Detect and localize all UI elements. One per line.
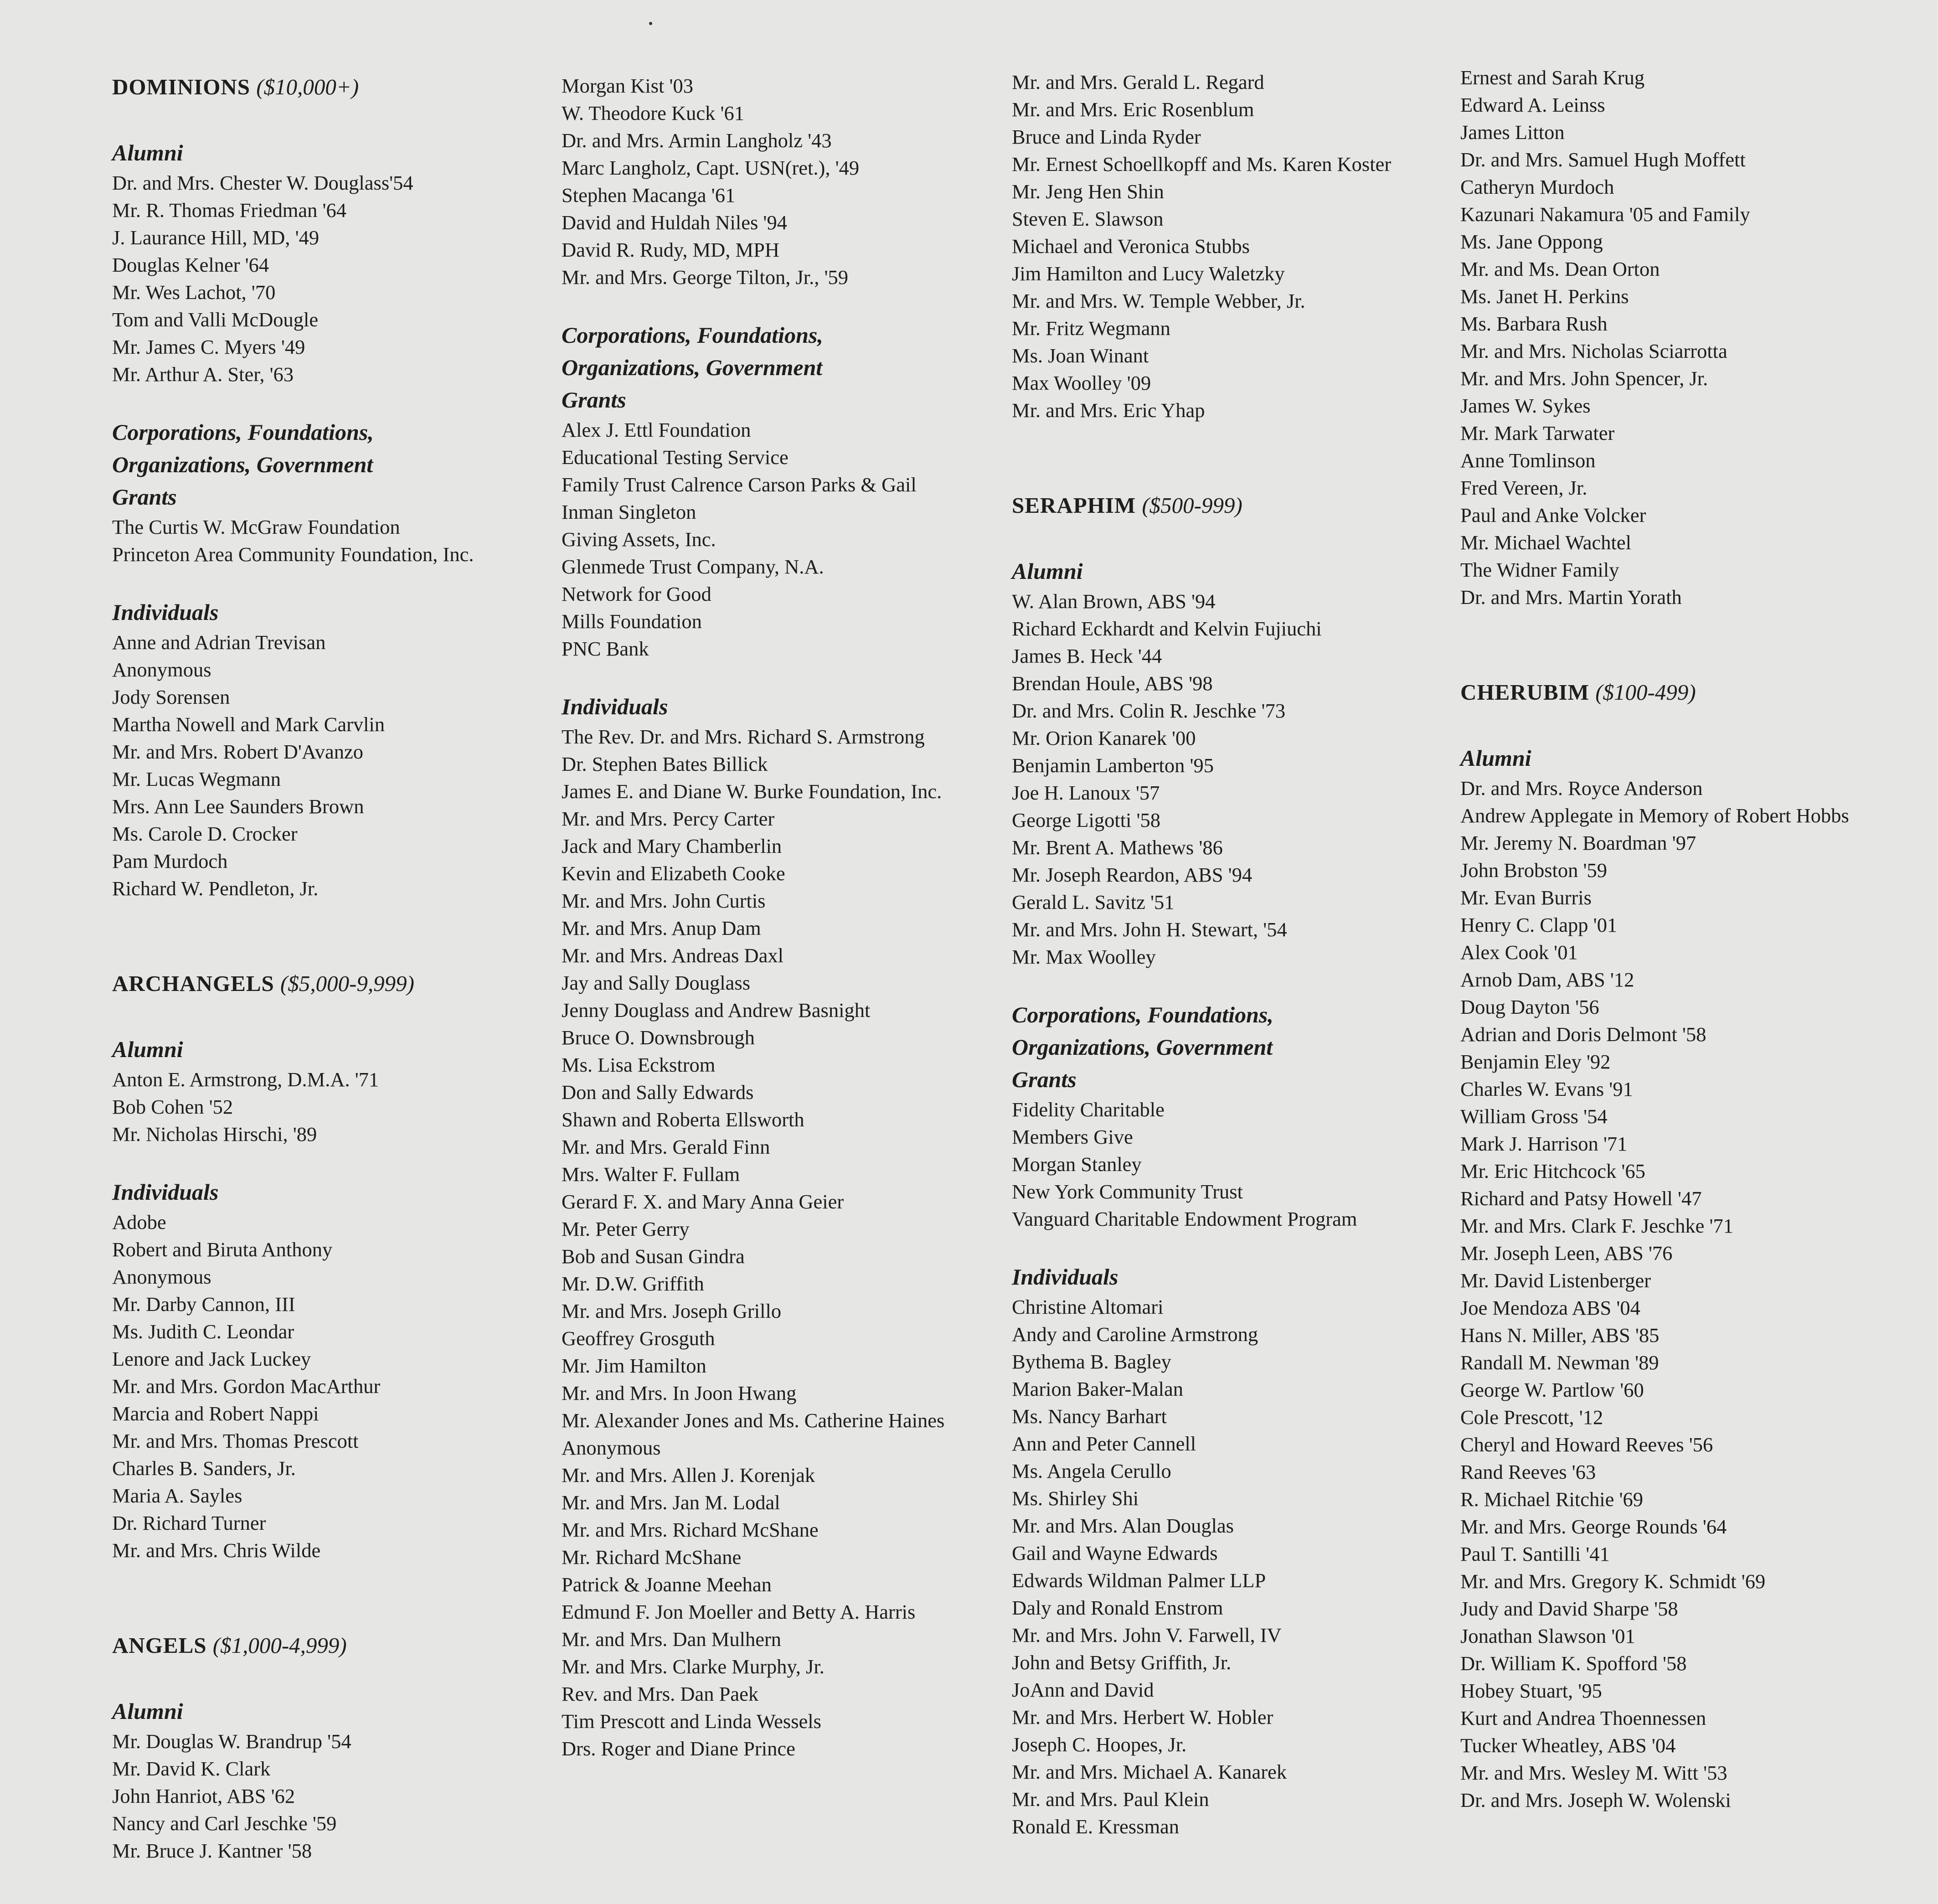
donor-name: Mr. and Mrs. Herbert W. Hobler — [1012, 1706, 1273, 1729]
donor-name: Mr. Evan Burris — [1460, 886, 1592, 909]
donor-name: Rand Reeves '63 — [1460, 1460, 1596, 1483]
donor-name: Bob Cohen '52 — [112, 1095, 233, 1118]
donor-name-list — [562, 416, 999, 662]
donor-name: Charles B. Sanders, Jr. — [112, 1457, 296, 1480]
donor-name: Vanguard Charitable Endowment Program — [1012, 1207, 1357, 1230]
donor-name: Mr. Richard McShane — [562, 1546, 742, 1569]
donor-name: Benjamin Lamberton '95 — [1012, 754, 1214, 777]
donor-name: Mr. Eric Hitchcock '65 — [1460, 1160, 1645, 1182]
donor-name: Mr. and Mrs. Clarke Murphy, Jr. — [562, 1655, 825, 1678]
donor-name: Mr. Michael Wachtel — [1460, 531, 1631, 554]
donor-name: Martha Nowell and Mark Carvlin — [112, 713, 385, 736]
donor-name: Mr. and Mrs. Chris Wilde — [112, 1539, 321, 1562]
donor-name: Maria A. Sayles — [112, 1484, 242, 1507]
donor-name: Hans N. Miller, ABS '85 — [1460, 1324, 1660, 1347]
donor-name: Mr. and Mrs. Gregory K. Schmidt '69 — [1460, 1570, 1766, 1593]
tier-name: SERAPHIM — [1012, 493, 1136, 518]
donor-name: Mr. Jeremy N. Boardman '97 — [1460, 831, 1696, 854]
donor-name: Drs. Roger and Diane Prince — [562, 1737, 795, 1760]
donor-group-title: Alumni — [1012, 558, 1083, 584]
donor-name: Cole Prescott, '12 — [1460, 1406, 1603, 1429]
donor-name: W. Theodore Kuck '61 — [562, 102, 745, 124]
donor-name: Bob and Susan Gindra — [562, 1245, 745, 1268]
donor-name: Mr. Alexander Jones and Ms. Catherine Haines — [562, 1409, 945, 1432]
donor-group — [562, 72, 999, 291]
donor-name: Brendan Houle, ABS '98 — [1012, 672, 1213, 695]
donor-group-title: Individuals — [1012, 1264, 1118, 1290]
donor-group-title: Individuals — [112, 1179, 219, 1205]
donor-name: Andy and Caroline Armstrong — [1012, 1323, 1258, 1346]
giving-tier-section — [1012, 491, 1449, 1840]
donor-group — [1012, 555, 1449, 970]
donor-name: Andrew Applegate in Memory of Robert Hobbs — [1460, 804, 1849, 827]
donor-group — [1460, 64, 1898, 611]
donor-name: Mr. and Mrs. Percy Carter — [562, 807, 775, 830]
donor-name-list — [1460, 774, 1898, 1814]
donor-name: Mr. Nicholas Hirschi, '89 — [112, 1123, 317, 1145]
donor-group — [1460, 742, 1898, 1814]
donor-name: John Brobston '59 — [1460, 859, 1608, 882]
donor-name: Christine Altomari — [1012, 1295, 1164, 1318]
donor-group — [1012, 1261, 1449, 1840]
donor-column-1 — [112, 73, 550, 1893]
donor-name: Dr. and Mrs. Royce Anderson — [1460, 777, 1703, 800]
donor-name: Ronald E. Kressman — [1012, 1815, 1180, 1838]
donor-name: JoAnn and David — [1012, 1678, 1154, 1701]
donor-name: Mr. David Listenberger — [1460, 1269, 1651, 1292]
donor-name-list — [1012, 1293, 1449, 1840]
donor-name: The Widner Family — [1460, 558, 1619, 581]
donor-name: Mr. Brent A. Mathews '86 — [1012, 836, 1223, 859]
donor-name: Bruce and Linda Ryder — [1012, 125, 1201, 148]
donor-name: William Gross '54 — [1460, 1105, 1608, 1128]
donor-name: Mr. and Mrs. Paul Klein — [1012, 1788, 1209, 1811]
donor-name: Paul and Anke Volcker — [1460, 504, 1646, 526]
donor-name: Richard and Patsy Howell '47 — [1460, 1187, 1702, 1210]
donor-name: Mr. and Mrs. Eric Yhap — [1012, 399, 1205, 422]
donor-name: Randall M. Newman '89 — [1460, 1351, 1659, 1374]
donor-group — [112, 596, 550, 902]
donor-name: Mr. and Mrs. Robert D'Avanzo — [112, 740, 363, 763]
donor-name: Fred Vereen, Jr. — [1460, 476, 1588, 499]
donor-name: Marc Langholz, Capt. USN(ret.), '49 — [562, 156, 860, 179]
donor-name: Inman Singleton — [562, 501, 696, 523]
donor-name-list — [112, 1208, 550, 1564]
donor-name: Mr. and Mrs. George Rounds '64 — [1460, 1515, 1727, 1538]
donor-name: John and Betsy Griffith, Jr. — [1012, 1651, 1232, 1674]
donor-group — [112, 1176, 550, 1564]
tier-range: ($5,000-9,999) — [280, 971, 414, 996]
donor-column-3 — [1012, 68, 1449, 1868]
donor-name: John Hanriot, ABS '62 — [112, 1785, 295, 1807]
donor-name: Jenny Douglass and Andrew Basnight — [562, 999, 871, 1022]
donor-name: Mr. and Mrs. Dan Mulhern — [562, 1628, 782, 1651]
donor-name-list — [112, 513, 550, 568]
donor-name: Dr. Stephen Bates Billick — [562, 753, 768, 775]
donor-name: Edwards Wildman Palmer LLP — [1012, 1569, 1266, 1592]
donor-name: New York Community Trust — [1012, 1180, 1243, 1203]
donor-name: Jim Hamilton and Lucy Waletzky — [1012, 262, 1285, 285]
donor-name: James B. Heck '44 — [1012, 645, 1162, 667]
donor-name: Anonymous — [112, 1265, 211, 1288]
donor-name: Nancy and Carl Jeschke '59 — [112, 1812, 337, 1835]
donor-name: Ms. Jane Oppong — [1460, 230, 1603, 253]
donor-name: Alex J. Ettl Foundation — [562, 418, 751, 441]
donor-name: Ernest and Sarah Krug — [1460, 66, 1645, 89]
giving-tier-section — [112, 73, 550, 902]
donor-name: Mr. Arthur A. Ster, '63 — [112, 363, 294, 386]
donor-name-list — [1460, 64, 1898, 611]
donor-column-2 — [562, 72, 999, 1790]
print-speck — [649, 22, 652, 25]
tier-range: ($100-499) — [1595, 680, 1696, 705]
donor-name: Judy and David Sharpe '58 — [1460, 1597, 1678, 1620]
donor-name: Richard W. Pendleton, Jr. — [112, 877, 319, 900]
donor-name: Lenore and Jack Luckey — [112, 1347, 311, 1370]
donor-name: J. Laurance Hill, MD, '49 — [112, 226, 320, 249]
donor-name: Ann and Peter Cannell — [1012, 1432, 1196, 1455]
donor-name: Mr. and Mrs. John H. Stewart, '54 — [1012, 918, 1287, 941]
donor-name: Morgan Stanley — [1012, 1153, 1142, 1176]
donor-name: Mr. Peter Gerry — [562, 1218, 690, 1240]
donor-name: W. Alan Brown, ABS '94 — [1012, 590, 1216, 613]
donor-name: Ms. Joan Winant — [1012, 344, 1149, 367]
donor-name: Mr. Max Woolley — [1012, 945, 1156, 968]
donor-name: Mills Foundation — [562, 610, 702, 633]
donor-group — [562, 691, 999, 1762]
donor-name: The Rev. Dr. and Mrs. Richard S. Armstrong — [562, 725, 925, 748]
donor-name: Educational Testing Service — [562, 446, 789, 469]
donor-name: Mr. D.W. Griffith — [562, 1272, 704, 1295]
donor-group-title: Corporations, Foundations, Organizations, Government Grants — [1012, 1002, 1273, 1092]
donor-name: James Litton — [1460, 121, 1565, 144]
donor-group — [112, 1033, 550, 1148]
donor-name: Joseph C. Hoopes, Jr. — [1012, 1733, 1187, 1756]
donor-name: Mr. Joseph Leen, ABS '76 — [1460, 1242, 1673, 1264]
donor-name: Anonymous — [562, 1436, 661, 1459]
donor-name: Kurt and Andrea Thoennessen — [1460, 1707, 1706, 1729]
donor-name: Network for Good — [562, 583, 711, 605]
donor-name: Douglas Kelner '64 — [112, 253, 269, 276]
donor-name: Kazunari Nakamura '05 and Family — [1460, 203, 1750, 226]
donor-group — [1012, 999, 1449, 1233]
donor-name: Princeton Area Community Foundation, Inc. — [112, 543, 474, 566]
donor-name: Mr. and Mrs. Anup Dam — [562, 917, 761, 939]
donor-group — [1012, 68, 1449, 424]
donor-name: Shawn and Roberta Ellsworth — [562, 1108, 804, 1131]
donor-name: Gail and Wayne Edwards — [1012, 1542, 1218, 1564]
donor-name: Benjamin Eley '92 — [1460, 1050, 1611, 1073]
donor-name-list — [1012, 68, 1449, 424]
donor-name: Mr. Bruce J. Kantner '58 — [112, 1839, 312, 1862]
donor-name: James E. and Diane W. Burke Foundation, Inc. — [562, 780, 942, 803]
giving-tier-heading — [1460, 678, 1898, 707]
donor-name: Mr. and Mrs. Jan M. Lodal — [562, 1491, 780, 1514]
donor-name: R. Michael Ritchie '69 — [1460, 1488, 1644, 1511]
donor-group — [112, 416, 550, 568]
donor-name: Arnob Dam, ABS '12 — [1460, 968, 1634, 991]
donor-name: Mr. and Mrs. Clark F. Jeschke '71 — [1460, 1214, 1733, 1237]
donor-name: Cheryl and Howard Reeves '56 — [1460, 1433, 1713, 1456]
donor-name: Ms. Shirley Shi — [1012, 1487, 1139, 1510]
donor-name: Dr. William K. Spofford '58 — [1460, 1652, 1687, 1675]
donor-name: Glenmede Trust Company, N.A. — [562, 555, 824, 578]
donor-name: Mr. R. Thomas Friedman '64 — [112, 199, 346, 222]
donor-name: Steven E. Slawson — [1012, 207, 1164, 230]
donor-group-title: Corporations, Foundations, Organizations, Government Grants — [562, 322, 823, 413]
donor-name: Mr. Joseph Reardon, ABS '94 — [1012, 863, 1252, 886]
tier-range: ($500-999) — [1142, 493, 1242, 518]
donor-name: PNC Bank — [562, 637, 649, 660]
donor-name: Mr. Douglas W. Brandrup '54 — [112, 1730, 351, 1753]
donor-column-4 — [1460, 64, 1898, 1842]
donor-name: Dr. and Mrs. Armin Langholz '43 — [562, 129, 832, 152]
donor-name: Joe Mendoza ABS '04 — [1460, 1296, 1640, 1319]
donor-name: Hobey Stuart, '95 — [1460, 1679, 1602, 1702]
donor-name: Mr. and Mrs. John Spencer, Jr. — [1460, 367, 1708, 390]
donor-name: Ms. Angela Cerullo — [1012, 1460, 1171, 1482]
donor-group-title: Individuals — [112, 599, 219, 625]
donor-name: Edward A. Leinss — [1460, 93, 1605, 116]
giving-tier-section — [112, 1631, 550, 1864]
donor-name: Mr. and Mrs. Thomas Prescott — [112, 1429, 359, 1452]
donor-name: Mr. Mark Tarwater — [1460, 422, 1615, 444]
donor-name: Ms. Lisa Eckstrom — [562, 1053, 716, 1076]
donor-name: James W. Sykes — [1460, 394, 1591, 417]
giving-tier-section — [1460, 64, 1898, 611]
donor-group — [562, 319, 999, 662]
donor-name: Adobe — [112, 1211, 166, 1233]
donor-name: Mr. and Mrs. Andreas Daxl — [562, 944, 783, 967]
tier-name: ARCHANGELS — [112, 971, 274, 996]
donor-name: Patrick & Joanne Meehan — [562, 1573, 772, 1596]
donor-name: Daly and Ronald Enstrom — [1012, 1596, 1223, 1619]
donor-name: Dr. and Mrs. Colin R. Jeschke '73 — [1012, 699, 1286, 722]
donor-name: Mr. and Mrs. Richard McShane — [562, 1518, 819, 1541]
donor-name: Mr. Ernest Schoellkopff and Ms. Karen Koster — [1012, 153, 1392, 175]
tier-name: DOMINIONS — [112, 74, 251, 99]
donor-name: Morgan Kist '03 — [562, 74, 694, 97]
donor-name: Mr. and Mrs. George Tilton, Jr., '59 — [562, 266, 849, 289]
donor-name: Marcia and Robert Nappi — [112, 1402, 319, 1425]
donor-name: Dr. and Mrs. Martin Yorath — [1460, 586, 1682, 609]
donor-name: Dr. and Mrs. Samuel Hugh Moffett — [1460, 148, 1746, 171]
donor-group — [112, 137, 550, 388]
donor-name: Giving Assets, Inc. — [562, 528, 716, 551]
tier-range: ($1,000-4,999) — [212, 1633, 347, 1658]
donor-name: Joe H. Lanoux '57 — [1012, 781, 1160, 804]
donor-name: Mr. James C. Myers '49 — [112, 335, 305, 358]
donor-group-title: Alumni — [1460, 745, 1531, 771]
giving-tier-heading — [112, 970, 550, 998]
donor-name: Jack and Mary Chamberlin — [562, 835, 782, 857]
donor-name: Dr. Richard Turner — [112, 1512, 266, 1534]
donor-name: Alex Cook '01 — [1460, 941, 1578, 964]
donor-name-list — [112, 169, 550, 388]
donor-name: Edmund F. Jon Moeller and Betty A. Harris — [562, 1600, 916, 1623]
donor-name: Rev. and Mrs. Dan Paek — [562, 1682, 759, 1705]
donor-name: Max Woolley '09 — [1012, 372, 1151, 394]
donor-group-title: Alumni — [112, 1037, 183, 1062]
donor-name: Tom and Valli McDougle — [112, 308, 319, 331]
donor-name: Mr. and Mrs. Gerald Finn — [562, 1135, 770, 1158]
donor-name: Mr. David K. Clark — [112, 1757, 271, 1780]
donor-name-list — [112, 629, 550, 902]
donor-name: Henry C. Clapp '01 — [1460, 913, 1618, 936]
donor-name: Ms. Janet H. Perkins — [1460, 285, 1629, 308]
donor-name: Bruce O. Downsbrough — [562, 1026, 755, 1049]
donor-name: Mr. and Mrs. Eric Rosenblum — [1012, 98, 1254, 121]
donor-name: Ms. Nancy Barhart — [1012, 1405, 1167, 1428]
donor-name: Tim Prescott and Linda Wessels — [562, 1710, 821, 1733]
donor-name: Dr. and Mrs. Joseph W. Wolenski — [1460, 1789, 1731, 1811]
giving-tier-section — [1460, 678, 1898, 1814]
donor-name-list — [1012, 1096, 1449, 1233]
donor-name: Marion Baker-Malan — [1012, 1378, 1183, 1400]
donor-name: Mrs. Walter F. Fullam — [562, 1163, 740, 1186]
donor-name: Family Trust Calrence Carson Parks & Gail — [562, 473, 917, 496]
donor-name: Mr. Wes Lachot, '70 — [112, 281, 276, 304]
donor-name: Dr. and Mrs. Chester W. Douglass'54 — [112, 171, 413, 194]
donor-name: Fidelity Charitable — [1012, 1098, 1165, 1121]
donor-name: Ms. Barbara Rush — [1460, 312, 1608, 335]
donor-name: Robert and Biruta Anthony — [112, 1238, 333, 1261]
donor-name-list — [112, 1066, 550, 1148]
giving-tier-section — [562, 72, 999, 1762]
donor-name: Doug Dayton '56 — [1460, 996, 1599, 1018]
donor-name: Mr. and Mrs. Wesley M. Witt '53 — [1460, 1761, 1727, 1784]
donor-group-title: Alumni — [112, 140, 183, 165]
donor-name: Mr. and Mrs. Joseph Grillo — [562, 1300, 782, 1322]
donor-group-title: Individuals — [562, 694, 668, 719]
donor-name: Jay and Sally Douglass — [562, 971, 751, 994]
donor-name: Gerald L. Savitz '51 — [1012, 891, 1175, 913]
donor-name: Paul T. Santilli '41 — [1460, 1543, 1610, 1565]
giving-tier-section — [112, 970, 550, 1564]
donor-name: Mr. and Mrs. Michael A. Kanarek — [1012, 1760, 1287, 1783]
donor-name: David and Huldah Niles '94 — [562, 211, 787, 234]
donor-name: Mr. and Mrs. Nicholas Sciarrotta — [1460, 340, 1727, 362]
tier-name: CHERUBIM — [1460, 680, 1589, 705]
donor-name-list — [562, 723, 999, 1762]
donor-name: Anonymous — [112, 658, 211, 681]
donor-name: Ms. Judith C. Leondar — [112, 1320, 294, 1343]
donor-name: Stephen Macanga '61 — [562, 184, 736, 206]
giving-tier-heading — [112, 1631, 550, 1660]
donor-name: Mr. and Mrs. Alan Douglas — [1012, 1514, 1234, 1537]
donor-name: David R. Rudy, MD, MPH — [562, 238, 780, 261]
tier-range: ($10,000+) — [256, 74, 359, 99]
donor-name-list — [562, 72, 999, 291]
donor-name: Charles W. Evans '91 — [1460, 1078, 1633, 1100]
donor-name: Mr. Fritz Wegmann — [1012, 317, 1170, 340]
donor-name-list — [1012, 588, 1449, 970]
donor-name: Tucker Wheatley, ABS '04 — [1460, 1734, 1676, 1757]
donor-group-title: Alumni — [112, 1698, 183, 1724]
donor-name: George Ligotti '58 — [1012, 809, 1161, 831]
donor-group — [112, 1695, 550, 1864]
giving-tier-heading — [1012, 491, 1449, 520]
donor-name: Gerard F. X. and Mary Anna Geier — [562, 1190, 844, 1213]
donor-name: Anne Tomlinson — [1460, 449, 1596, 472]
donor-name: Anton E. Armstrong, D.M.A. '71 — [112, 1068, 379, 1091]
donor-name: Mr. and Ms. Dean Orton — [1460, 258, 1660, 280]
donor-name: The Curtis W. McGraw Foundation — [112, 516, 400, 538]
donor-name: Jonathan Slawson '01 — [1460, 1625, 1635, 1647]
donor-name: Kevin and Elizabeth Cooke — [562, 862, 785, 885]
tier-name: ANGELS — [112, 1633, 207, 1658]
donor-name: Mr. and Mrs. Allen J. Korenjak — [562, 1464, 815, 1486]
donor-name: Mrs. Ann Lee Saunders Brown — [112, 795, 364, 818]
donor-name: Members Give — [1012, 1125, 1133, 1148]
donor-name: Mr. Jim Hamilton — [562, 1354, 706, 1377]
donor-name: Mr. Lucas Wegmann — [112, 768, 281, 790]
donor-name: Mark J. Harrison '71 — [1460, 1132, 1628, 1155]
donor-name: Mr. and Mrs. In Joon Hwang — [562, 1382, 797, 1404]
donor-name: Don and Sally Edwards — [562, 1081, 754, 1104]
donor-name: Mr. Orion Kanarek '00 — [1012, 727, 1196, 749]
donor-name: Richard Eckhardt and Kelvin Fujiuchi — [1012, 617, 1322, 640]
giving-tier-heading — [112, 73, 550, 101]
donor-name: Catheryn Murdoch — [1460, 175, 1614, 198]
donor-name: Mr. and Mrs. John Curtis — [562, 889, 766, 912]
donor-name: Mr. and Mrs. Gordon MacArthur — [112, 1375, 381, 1398]
donor-name: Ms. Carole D. Crocker — [112, 822, 298, 845]
donor-group-title: Corporations, Foundations, Organizations, Government Grants — [112, 419, 374, 510]
donor-name: Bythema B. Bagley — [1012, 1350, 1171, 1373]
donor-name: Geoffrey Grosguth — [562, 1327, 715, 1350]
donor-name: Michael and Veronica Stubbs — [1012, 235, 1250, 258]
giving-tier-section — [1012, 68, 1449, 424]
donor-name: Anne and Adrian Trevisan — [112, 631, 326, 654]
donor-name-list — [112, 1728, 550, 1864]
donor-name: Mr. Jeng Hen Shin — [1012, 180, 1164, 203]
donor-name: Jody Sorensen — [112, 686, 230, 708]
donor-name: Adrian and Doris Delmont '58 — [1460, 1023, 1706, 1046]
donor-name: Mr. and Mrs. W. Temple Webber, Jr. — [1012, 289, 1305, 312]
donor-name: Mr. Darby Cannon, III — [112, 1293, 295, 1316]
donor-name: Pam Murdoch — [112, 850, 228, 872]
donor-name: George W. Partlow '60 — [1460, 1378, 1644, 1401]
donor-name: Mr. and Mrs. Gerald L. Regard — [1012, 71, 1264, 93]
donor-name: Mr. and Mrs. John V. Farwell, IV — [1012, 1624, 1282, 1646]
